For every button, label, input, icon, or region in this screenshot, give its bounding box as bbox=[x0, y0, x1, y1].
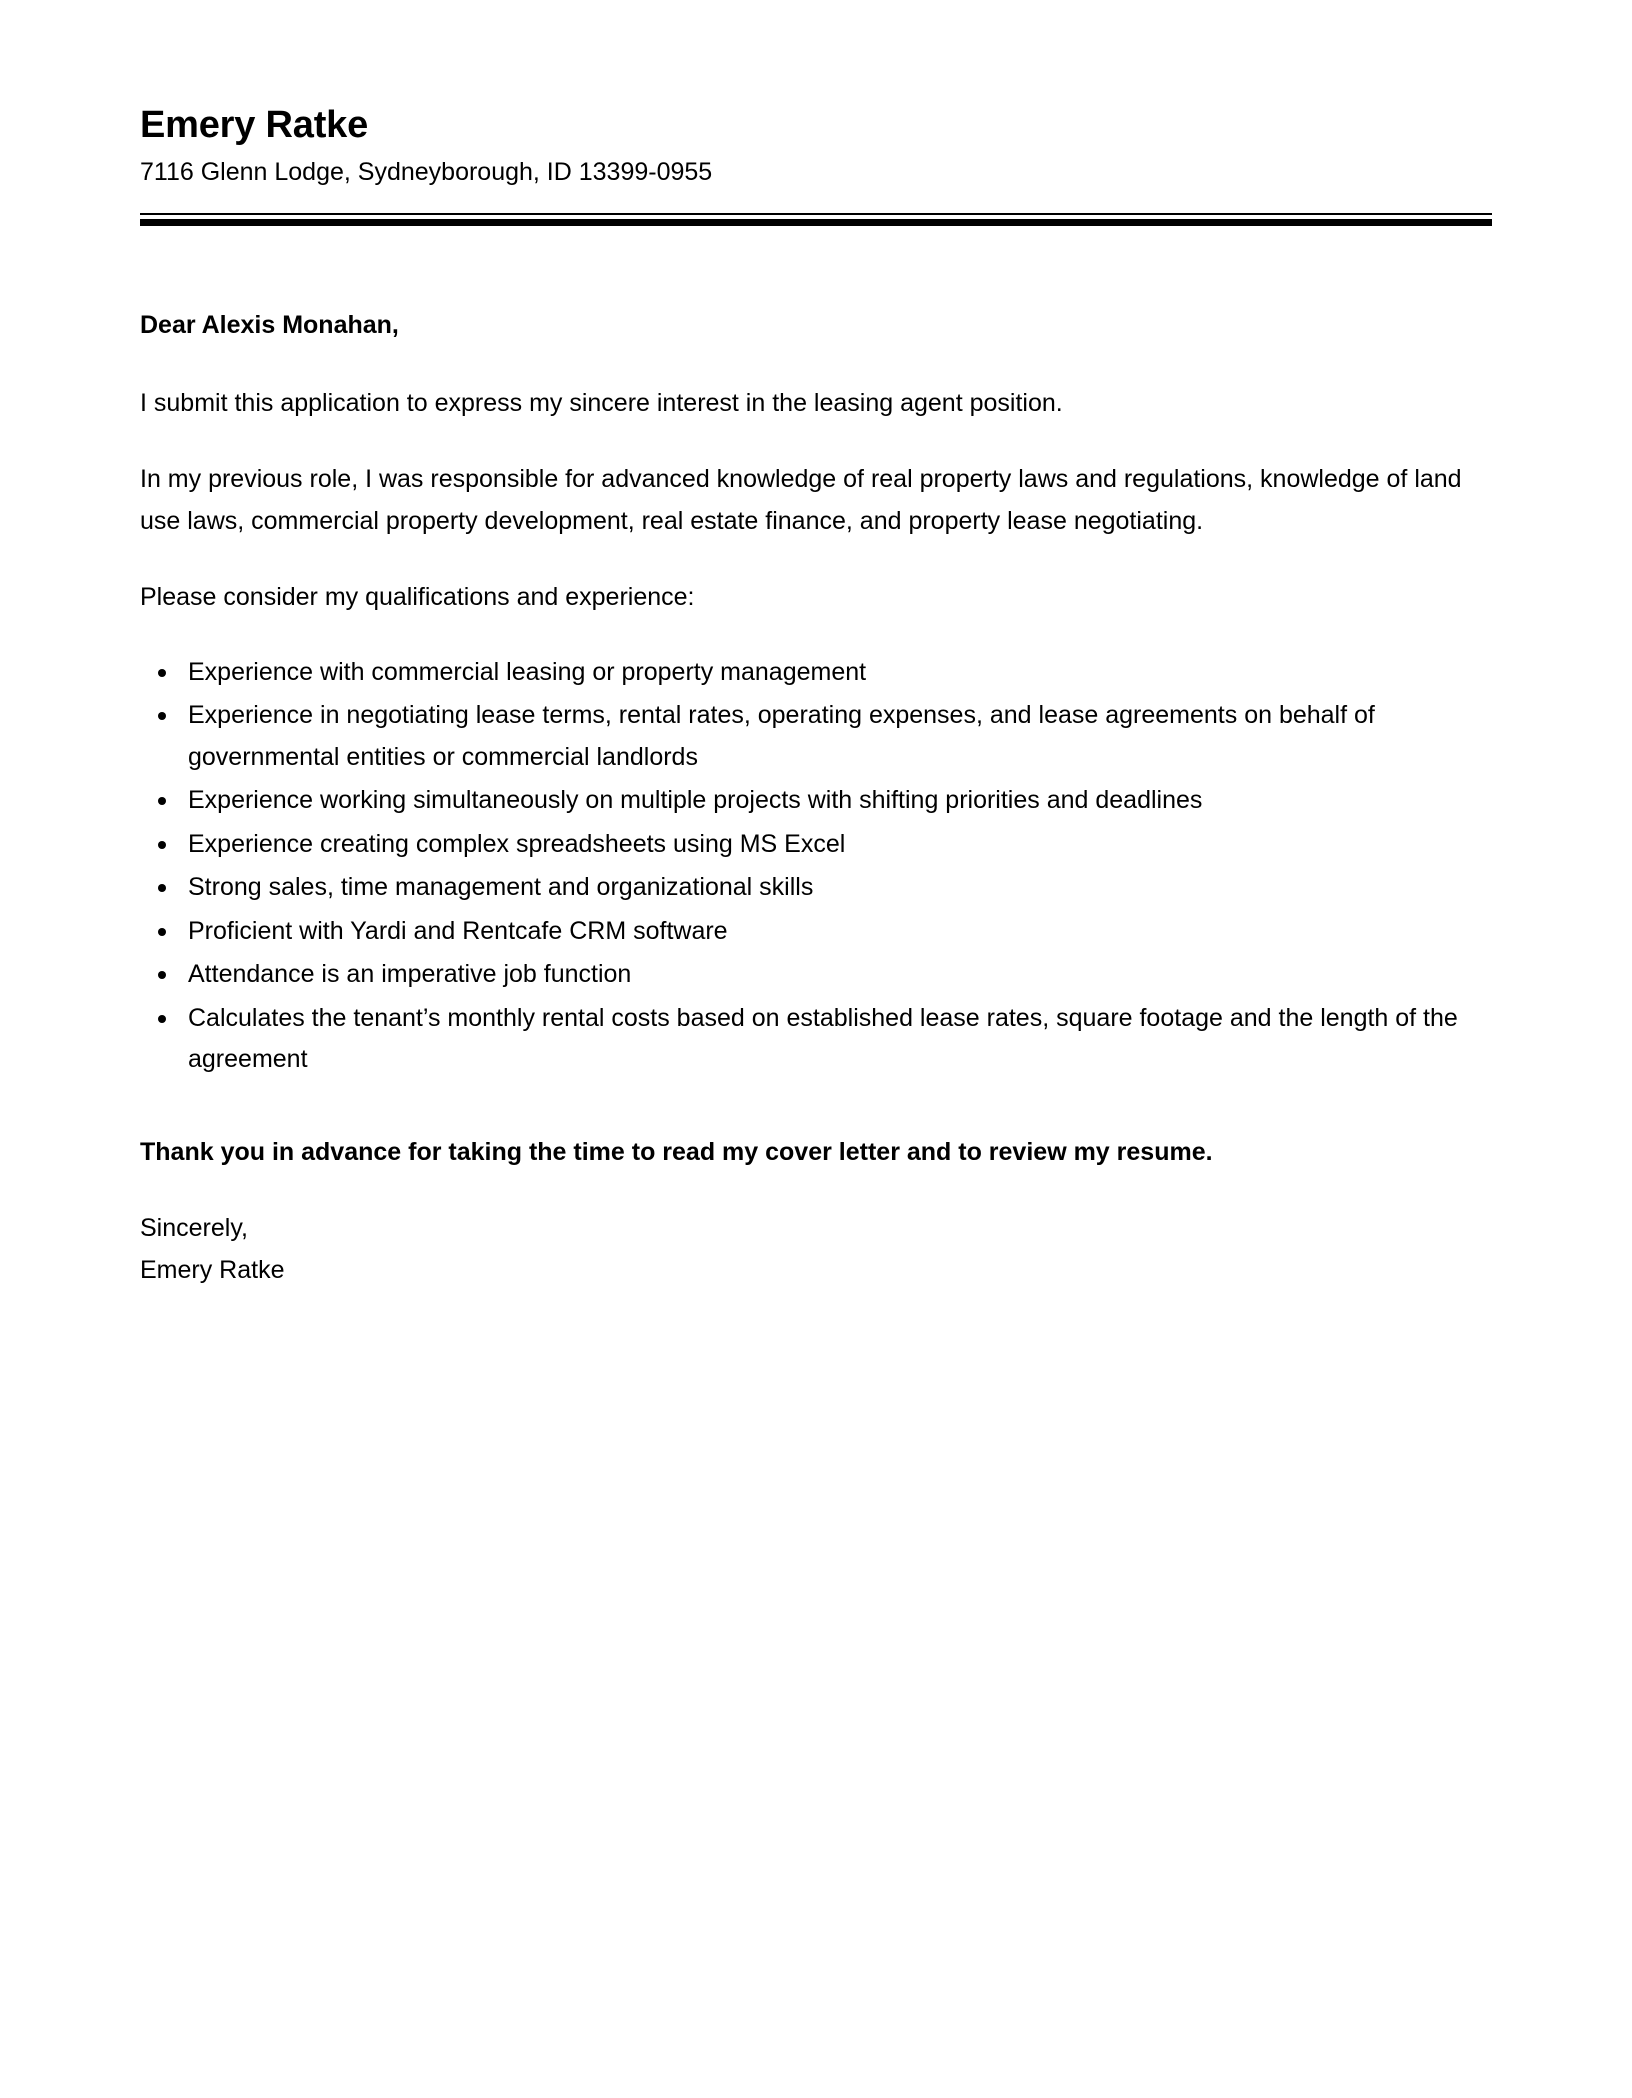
header-divider bbox=[140, 213, 1492, 226]
qualifications-lead-in: Please consider my qualifications and experience: bbox=[140, 582, 695, 611]
letterhead bbox=[140, 0, 1492, 189]
salutation: Dear Alexis Monahan, bbox=[140, 310, 399, 339]
divider-thick-rule bbox=[140, 219, 1492, 226]
signoff: Sincerely, bbox=[140, 1213, 248, 1242]
qualifications-list bbox=[140, 652, 1492, 1081]
sender-address: 7116 Glenn Lodge, Sydneyborough, ID 13399-0955 bbox=[140, 158, 713, 187]
list-item: Experience with commercial leasing or property management bbox=[140, 652, 1492, 694]
sender-name: Emery Ratke bbox=[140, 104, 369, 146]
list-item: Proficient with Yardi and Rentcafe CRM software bbox=[140, 911, 1492, 953]
letter-content bbox=[140, 0, 1492, 1291]
list-item: Attendance is an imperative job function bbox=[140, 954, 1492, 996]
body-paragraph-1: I submit this application to express my sincere interest in the leasing agent position. bbox=[140, 388, 1063, 417]
list-item: Experience creating complex spreadsheets using MS Excel bbox=[140, 824, 1492, 866]
list-item: Experience working simultaneously on multiple projects with shifting priorities and deadlines bbox=[140, 780, 1492, 822]
list-item: Strong sales, time management and organizational skills bbox=[140, 867, 1492, 909]
letter-body bbox=[140, 304, 1492, 1291]
signoff-name: Emery Ratke bbox=[140, 1255, 285, 1284]
closing-thanks: Thank you in advance for taking the time to read my cover letter and to review my resume. bbox=[140, 1137, 1213, 1166]
list-item: Experience in negotiating lease terms, rental rates, operating expenses, and lease agreements on behalf of governmental entities or commercial landlords bbox=[140, 695, 1492, 778]
list-item: Calculates the tenant’s monthly rental costs based on established lease rates, square footage and the length of the agreement bbox=[140, 998, 1492, 1081]
body-paragraph-2: In my previous role, I was responsible for advanced knowledge of real property laws and regulations, knowledge of land use laws, commercial property development, real estate finance, and property lease negotiating. bbox=[140, 464, 1469, 535]
